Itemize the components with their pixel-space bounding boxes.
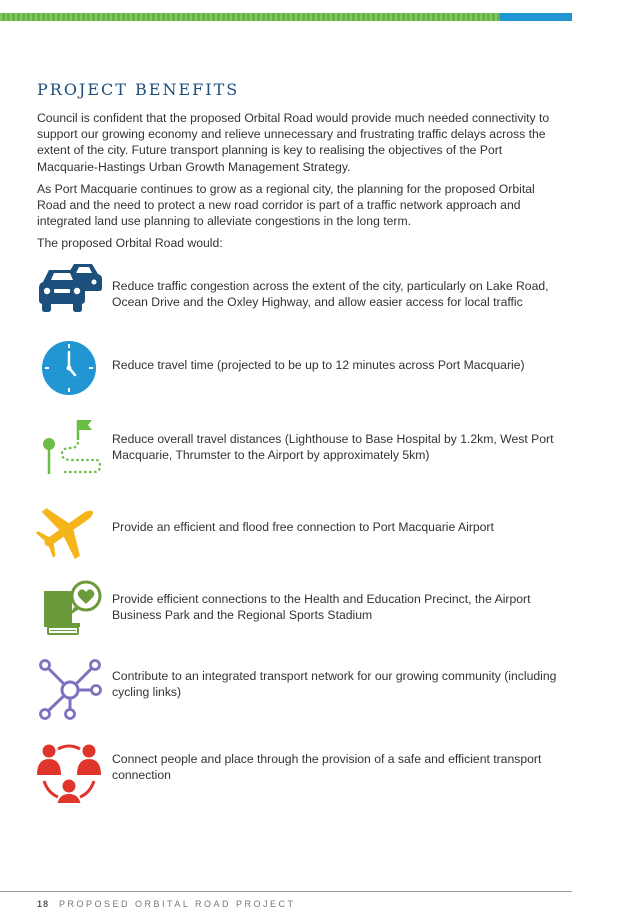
top-color-bar <box>0 13 572 21</box>
benefit-text: Reduce traffic congestion across the extent of the city, particularly on Lake Road, Ocean Drive and the Oxley Highway, and allow easier access for local traffic <box>112 279 549 310</box>
book-heart-icon <box>36 577 104 639</box>
page-number: 18 <box>37 899 50 909</box>
top-bar-blue-segment <box>500 13 572 21</box>
benefit-text: Provide efficient connections to the Health and Education Precinct, the Airport Business Park and the Regional Sports Stadium <box>112 592 531 623</box>
intro-paragraph-2: As Port Macquarie continues to grow as a regional city, the planning for the proposed Orbital Road and the need to protect a new road corridor is part of a traffic network approach and integrated land use planning to alleviate congestions in the long term. <box>37 182 535 229</box>
intro-paragraph-1: Council is confident that the proposed Orbital Road would provide much needed connectivity to support our growing economy and relieve unnecessary and frustrating traffic delays across the extent of the city. Future transport planning is key to realising the objectives of the Port Macquarie-Hastings Urban Growth Management Strategy. <box>37 111 550 174</box>
section-heading: PROJECT BENEFITS <box>37 80 240 99</box>
cars-icon <box>36 258 104 320</box>
benefit-text: Connect people and place through the provision of a safe and efficient transport connection <box>112 752 542 783</box>
footer-divider <box>0 891 572 892</box>
network-icon <box>36 658 104 720</box>
benefit-text: Reduce overall travel distances (Lighthouse to Base Hospital by 1.2km, West Port Macquarie, Thrumster to the Airport by approximately 5km) <box>112 432 554 463</box>
footer-title: PROPOSED ORBITAL ROAD PROJECT <box>59 899 296 909</box>
route-icon <box>36 416 104 478</box>
benefit-text: Contribute to an integrated transport network for our growing community (including cycling links) <box>112 669 557 700</box>
benefit-text: Provide an efficient and flood free connection to Port Macquarie Airport <box>112 520 494 534</box>
intro-paragraph-3: The proposed Orbital Road would: <box>37 236 223 250</box>
top-bar-green-segment <box>0 13 500 21</box>
airplane-icon <box>36 497 104 559</box>
people-icon <box>36 741 104 803</box>
clock-icon <box>36 337 104 399</box>
benefit-text: Reduce travel time (projected to be up to 12 minutes across Port Macquarie) <box>112 358 525 372</box>
page-footer <box>37 899 296 909</box>
